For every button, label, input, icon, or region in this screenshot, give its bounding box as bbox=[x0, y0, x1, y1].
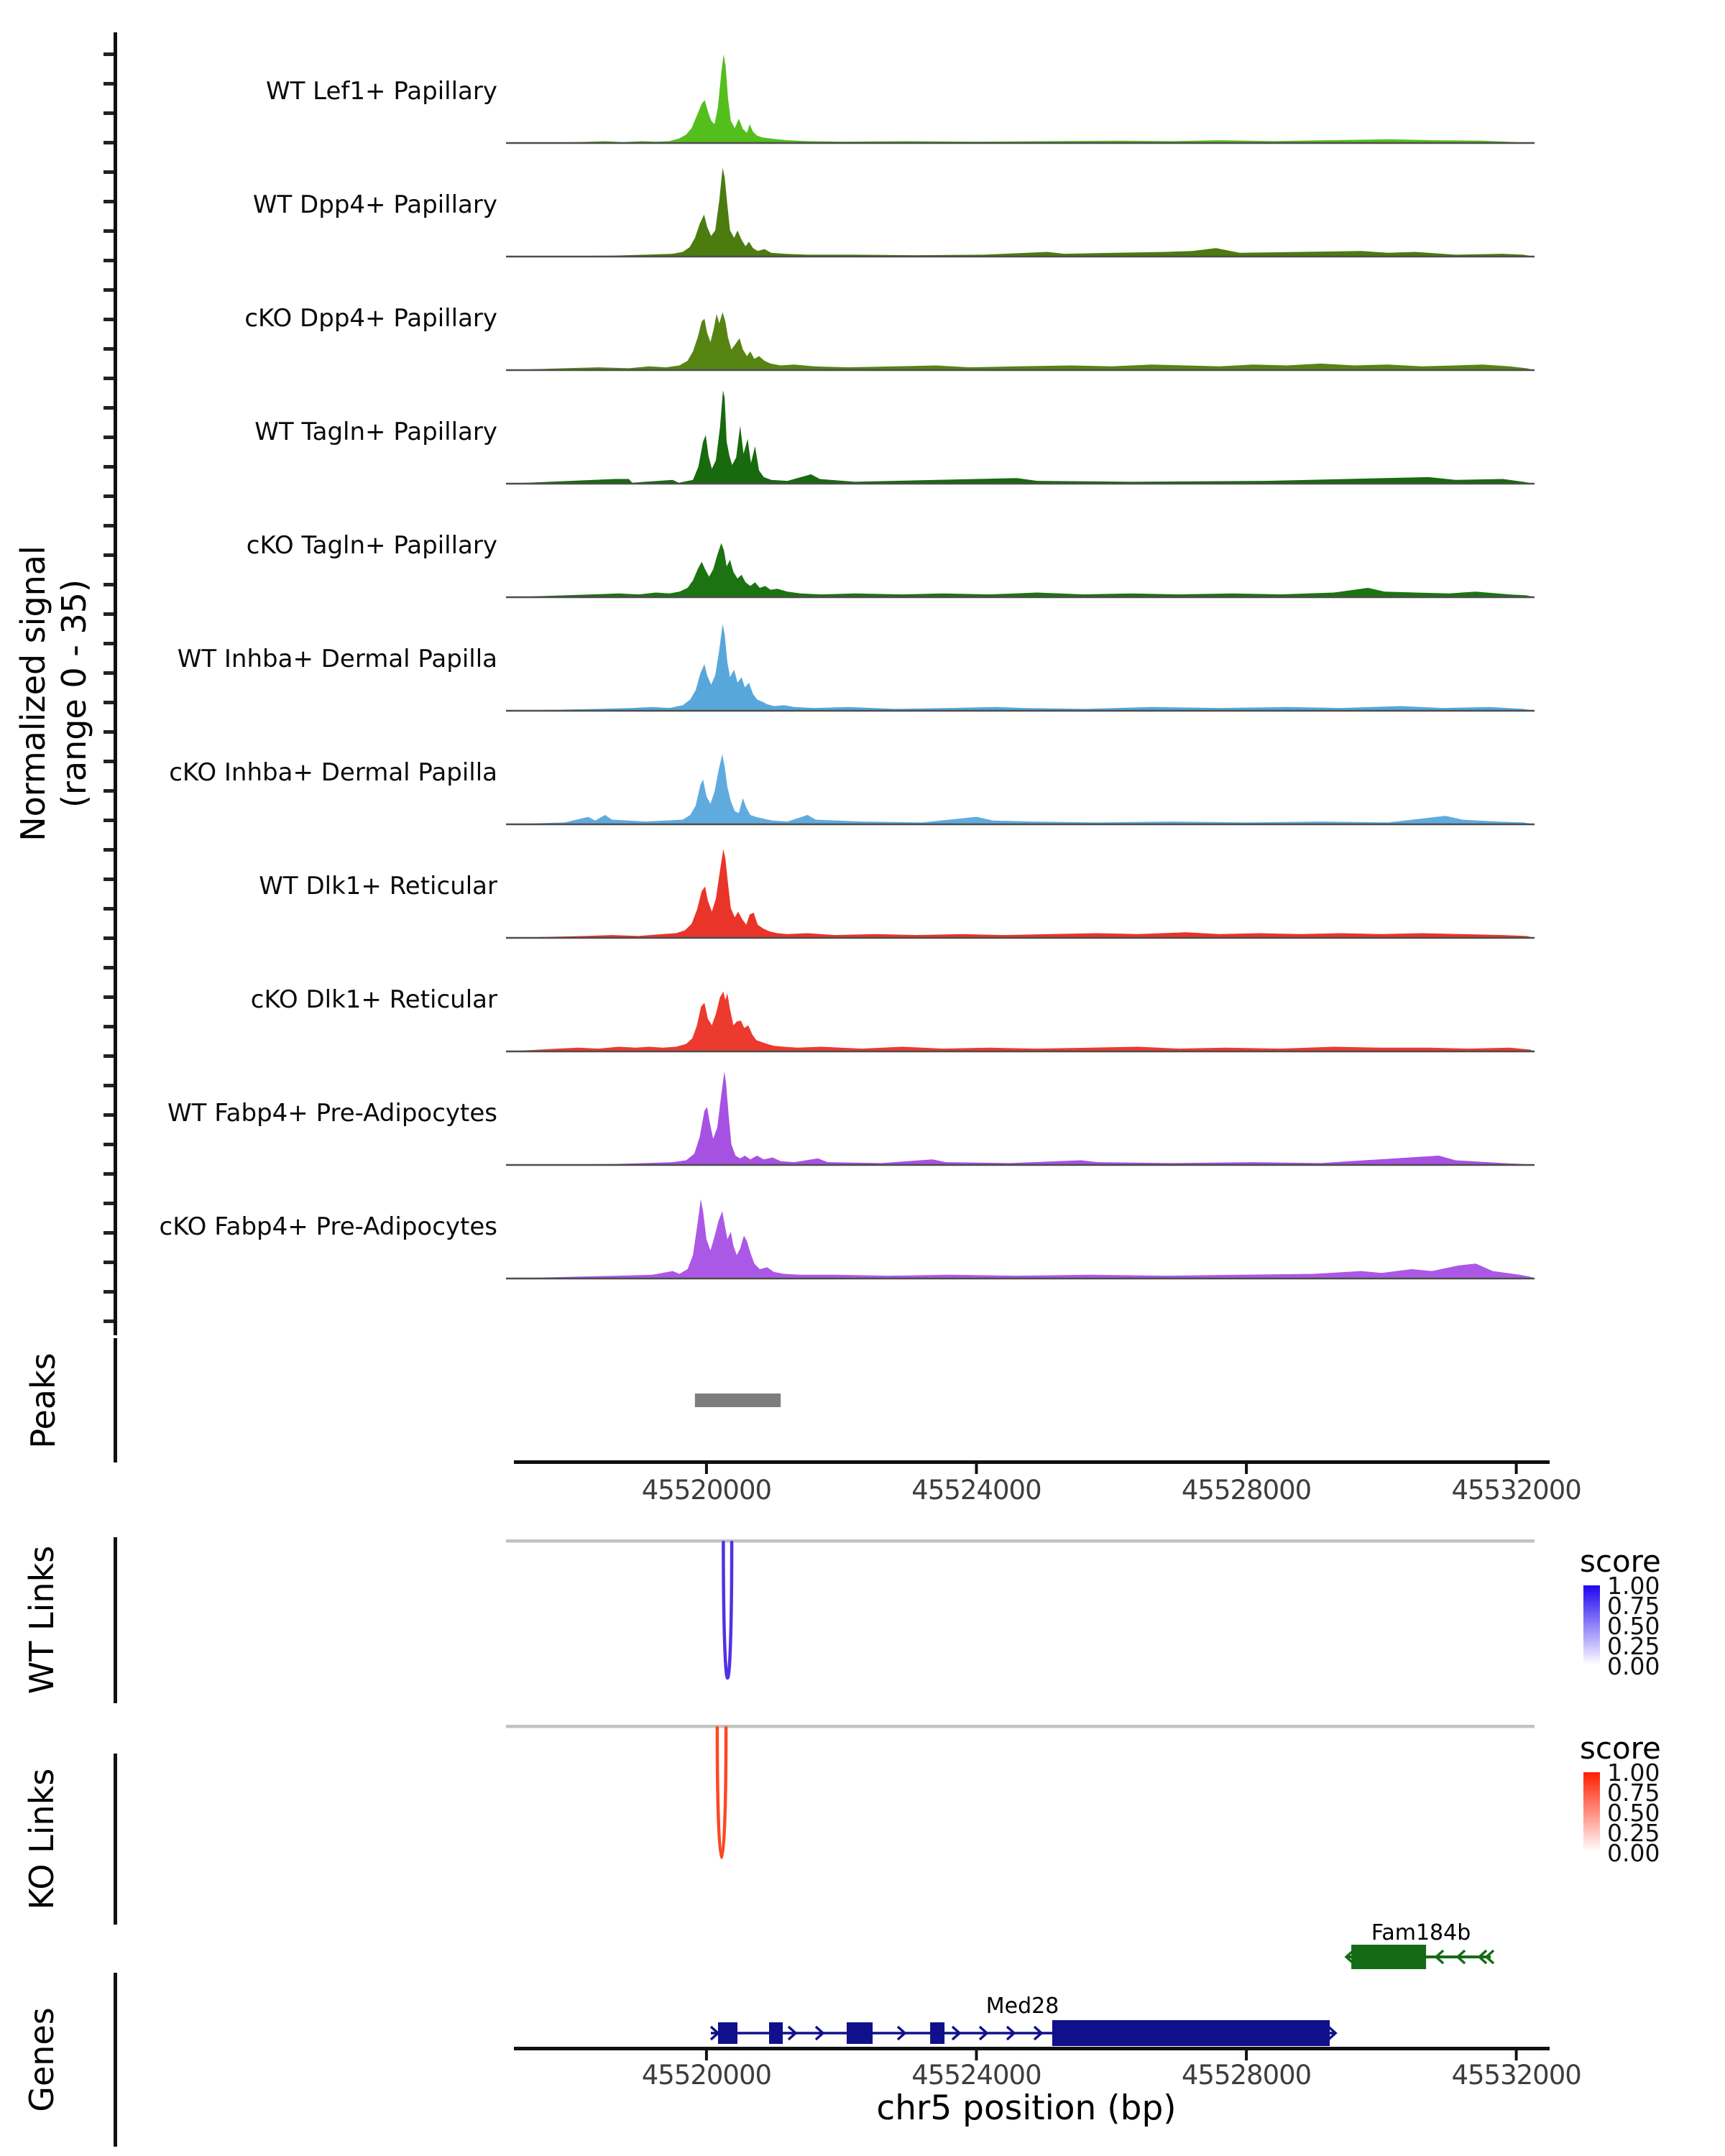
genes-x-axis-tick-0 bbox=[705, 2050, 708, 2060]
wt-links-baseline bbox=[506, 1539, 1535, 1543]
signal-area-6 bbox=[506, 755, 1535, 825]
genes-x-axis-tick-label-3: 45532000 bbox=[1451, 2060, 1581, 2091]
ko-score-tick-2: 0.50 bbox=[1607, 1799, 1660, 1827]
peaks-x-axis-tick-1 bbox=[975, 1464, 978, 1474]
gene-med28-exon-thick bbox=[1052, 2020, 1330, 2046]
signal-area-4 bbox=[506, 543, 1535, 597]
track-label-10: cKO Fabp4+ Pre-Adipocytes bbox=[159, 1212, 497, 1241]
wt-score-tick-2: 0.50 bbox=[1607, 1612, 1660, 1640]
genes-x-axis-tick-1 bbox=[975, 2050, 978, 2060]
gene-med28-exon-3 bbox=[930, 2022, 944, 2044]
gene-med28-exon-2 bbox=[847, 2022, 873, 2044]
peaks-x-axis-tick-0 bbox=[705, 1464, 708, 1474]
x-axis-title: chr5 position (bp) bbox=[876, 2088, 1177, 2128]
ko-score-tick-1: 0.75 bbox=[1607, 1779, 1660, 1807]
peaks-x-axis-tick-label-3: 45532000 bbox=[1451, 1475, 1581, 1506]
wt-score-legend-title: score bbox=[1580, 1544, 1661, 1579]
gene-med28-exon-0 bbox=[718, 2022, 737, 2044]
genes-x-axis-tick-2 bbox=[1245, 2050, 1248, 2060]
y-axis-title-line1: Normalized signal bbox=[14, 545, 52, 842]
ko-score-legend-colorbar bbox=[1583, 1772, 1600, 1854]
peaks-row-label: Peaks bbox=[24, 1353, 63, 1449]
signal-area-7 bbox=[506, 849, 1535, 939]
peaks-x-axis-tick-label-1: 45524000 bbox=[911, 1475, 1041, 1506]
gene-fam184b-exon bbox=[1351, 1945, 1426, 1969]
peaks-x-axis-tick-label-2: 45528000 bbox=[1181, 1475, 1312, 1506]
peaks-x-axis-tick-3 bbox=[1515, 1464, 1518, 1474]
track-label-7: WT Dlk1+ Reticular bbox=[259, 872, 497, 900]
peaks-x-axis-tick-label-0: 45520000 bbox=[641, 1475, 772, 1506]
track-label-5: WT Inhba+ Dermal Papilla bbox=[177, 645, 497, 673]
ko-score-tick-4: 0.00 bbox=[1607, 1839, 1660, 1867]
wt-score-tick-1: 0.75 bbox=[1607, 1592, 1660, 1620]
peaks-x-axis-line bbox=[514, 1460, 1550, 1464]
track-label-1: WT Dpp4+ Papillary bbox=[252, 190, 497, 219]
peak-interval-0 bbox=[695, 1393, 781, 1407]
wt-score-tick-3: 0.25 bbox=[1607, 1632, 1660, 1660]
ko-link-arc bbox=[717, 1728, 726, 1858]
track-label-4: cKO Tagln+ Papillary bbox=[246, 531, 497, 560]
signal-area-10 bbox=[506, 1199, 1535, 1279]
wt-score-legend-colorbar bbox=[1583, 1585, 1600, 1667]
wt-score-tick-4: 0.00 bbox=[1607, 1652, 1660, 1680]
peaks-x-axis-tick-2 bbox=[1245, 1464, 1248, 1474]
wt-score-tick-0: 1.00 bbox=[1607, 1572, 1660, 1600]
y-axis-title-line2: (range 0 - 35) bbox=[55, 579, 93, 808]
gene-med28-exon-1 bbox=[769, 2022, 783, 2044]
genes-x-axis-tick-label-2: 45528000 bbox=[1181, 2060, 1312, 2091]
genes-row-label: Genes bbox=[22, 2007, 61, 2112]
signal-area-5 bbox=[506, 624, 1535, 711]
genes-x-axis-line bbox=[514, 2047, 1550, 2050]
ko-score-tick-0: 1.00 bbox=[1607, 1759, 1660, 1787]
genes-x-axis-tick-3 bbox=[1515, 2050, 1518, 2060]
signal-area-9 bbox=[506, 1072, 1535, 1165]
wt-link-arc bbox=[723, 1542, 732, 1678]
track-label-0: WT Lef1+ Papillary bbox=[265, 77, 497, 106]
signal-area-1 bbox=[506, 168, 1535, 257]
track-label-9: WT Fabp4+ Pre-Adipocytes bbox=[167, 1099, 497, 1128]
signal-area-2 bbox=[506, 312, 1535, 370]
signal-area-8 bbox=[506, 992, 1535, 1051]
genes-x-axis-tick-label-0: 45520000 bbox=[641, 2060, 772, 2091]
signal-area-0 bbox=[506, 55, 1535, 144]
genes-x-axis-tick-label-1: 45524000 bbox=[911, 2060, 1041, 2091]
gene-label-fam184b: Fam184b bbox=[1371, 1920, 1471, 1945]
wt-links-row-label: WT Links bbox=[22, 1545, 61, 1695]
track-label-3: WT Tagln+ Papillary bbox=[254, 418, 497, 446]
signal-area-3 bbox=[506, 390, 1535, 484]
ko-score-tick-3: 0.25 bbox=[1607, 1819, 1660, 1847]
ko-links-row-label: KO Links bbox=[22, 1768, 61, 1910]
ko-links-baseline bbox=[506, 1725, 1535, 1728]
ko-score-legend-title: score bbox=[1580, 1731, 1661, 1766]
track-label-6: cKO Inhba+ Dermal Papilla bbox=[169, 758, 497, 787]
gene-label-med28: Med28 bbox=[985, 1994, 1059, 2019]
track-label-8: cKO Dlk1+ Reticular bbox=[250, 985, 497, 1014]
track-label-2: cKO Dpp4+ Papillary bbox=[244, 304, 497, 333]
